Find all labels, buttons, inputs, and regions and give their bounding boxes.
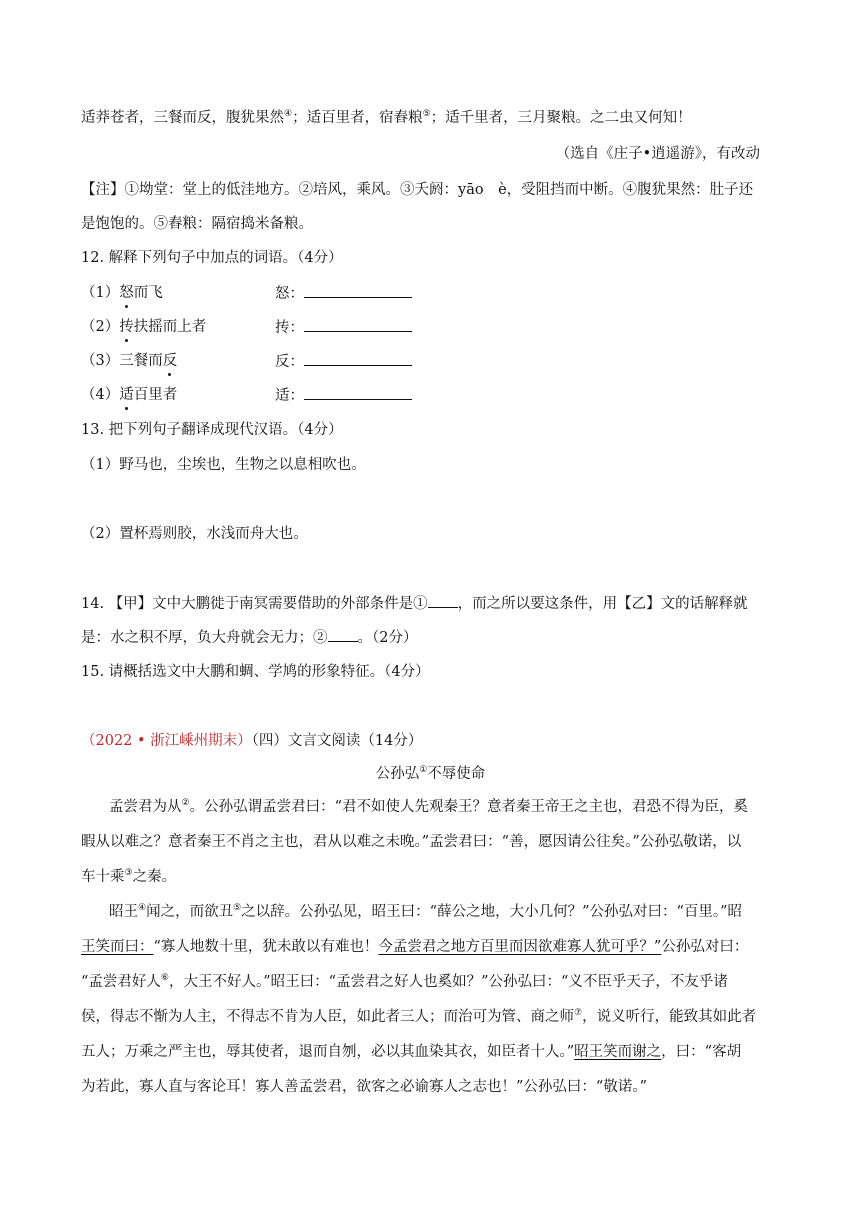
section-title: （四）文言文阅读（14分） [251, 733, 423, 749]
para-line: 昭王④闻之，而欲丑⑤之以辞。公孙弘见，昭王曰：“薛公之地，大小几何？”公孙弘对曰：“百里。”昭 [109, 903, 743, 920]
section-heading [81, 731, 780, 751]
question-14-line: 是：水之积不厚，负大舟就会无力；② 。（2分） [81, 627, 780, 648]
answer-blank[interactable] [304, 317, 412, 332]
answer-blank[interactable] [304, 385, 412, 400]
answer-blank[interactable] [304, 351, 412, 366]
dotted-word: 反 [162, 353, 178, 369]
footnote-marker: ⑤ [422, 109, 431, 120]
underlined-text: 王笑而曰： [81, 939, 154, 955]
question-15-stem: 15. 请概括选文中大鹏和蜩、学鸠的形象特征。（4分） [81, 664, 430, 680]
para-line: 五人；万乘之严主也，辱其使者，退而自刎，必以其血染其衣，如臣者十人。”昭王笑而谢之，曰：“客胡 [81, 1044, 742, 1060]
answer-label: 反： [275, 354, 304, 370]
footnote-marker: ① [419, 765, 428, 776]
answer-blank[interactable] [304, 283, 412, 298]
para-line: 王笑而曰：“寡人地数十里，犹未敢以有难也！今孟尝君之地方百里而因欲难寡人犹可乎？”公孙弘对曰： [81, 939, 749, 955]
passage-source: （选自《庄子•逍遥游》，有改动 [555, 146, 760, 162]
para-line: 侯，得志不惭为人主，不得志不肯为人臣，如此者三人；而治可为管、商之师⑦，说义听行，能致其如此者 [81, 1008, 757, 1025]
question-12-stem: 12. 解释下列句子中加点的词语。（4分） [81, 250, 343, 266]
notes-line: 是饱饱的。⑤舂粮：隔宿捣米备粮。 [81, 216, 313, 232]
footnote-marker: ④ [138, 903, 147, 914]
para-line: “孟尝君好人⑥，大王不好人。”昭王曰：“孟尝君之好人也奚如？”公孙弘曰：“义不臣乎天子，不友乎诸 [81, 973, 728, 990]
answer-blank[interactable] [428, 593, 458, 608]
footnote-marker: ⑤ [233, 903, 242, 914]
q13-sentence-2: （2）置杯焉则胶，水浅而舟大也。 [81, 526, 308, 542]
passage-text: ；适千里者，三月聚粮。之二虫又何知！ [430, 110, 692, 126]
question-13-stem: 13. 把下列句子翻译成现代汉语。（4分） [81, 422, 343, 438]
answer-label: 适： [275, 388, 304, 404]
passage-text: 适莽苍者，三餐而反，腹犹果然 [81, 110, 284, 126]
passage-text: ；适百里者，宿舂粮 [292, 110, 423, 126]
passage-title: 公孙弘①不辱使命 [375, 765, 486, 782]
para-line: 为若此，寡人直与客论耳！寡人善孟尝君，欲客之必谕寡人之志也！”公孙弘曰：“敬诺。” [81, 1079, 647, 1095]
footnote-marker: ⑦ [574, 1008, 583, 1019]
footnote-marker: ⑥ [160, 973, 169, 984]
footnote-marker: ③ [124, 868, 133, 879]
dotted-word: 抟 [119, 319, 134, 335]
underlined-text: 昭王笑而谢之 [574, 1044, 662, 1060]
answer-label: 抟： [275, 320, 304, 336]
exam-source: （2022 • 浙江嵊州期末） [81, 733, 252, 749]
answer-blank[interactable] [328, 627, 358, 642]
passage-line [81, 108, 780, 128]
notes-line: 【注】①坳堂：堂上的低洼地方。②培风，乘风。③夭阏：yāo è，受阻挡而中断。④腹犹果然：肚子还 [81, 182, 754, 198]
answer-label: 怒： [275, 286, 304, 302]
para-line: 车十乘③之秦。 [81, 868, 177, 885]
para-line: 暇从以难之？意者秦王不肖之主也，君从以难之未晚。”孟尝君曰：“善，愿因请公往矣。”公孙弘敬诺，以 [81, 834, 742, 850]
q13-sentence-1: （1）野马也，尘埃也，生物之以息相吹也。 [81, 457, 366, 473]
dotted-word: 适 [119, 387, 134, 403]
dotted-word: 怒 [119, 285, 134, 301]
footnote-marker: ④ [284, 109, 293, 120]
para-line: 孟尝君为从②。公孙弘谓孟尝君曰：“君不如使人先观秦王？意者秦王帝王之主也，君恐不得为臣，奚 [109, 798, 748, 815]
underlined-text: 今孟尝君之地方百里而因欲难寡人犹可乎？” [378, 939, 662, 955]
question-14-line: 14. 【甲】文中大鹏徙于南冥需要借助的外部条件是① ，而之所以要这条件，用【乙】文的话解释就 [81, 593, 780, 614]
document-page: 适莽苍者，三餐而反，腹犹果然④；适百里者，宿舂粮⑤；适千里者，三月聚粮。之二虫又何知！ （选自《庄子•逍遥游》，有改动 【注】①坳堂：堂上的低洼地方。②培风，乘风。③夭阏：yāo è，受阻挡而中断。④腹犹果然：肚子还 是饱饱的。⑤舂粮：隔宿捣米备粮。 12. 解释下列句子中加点的词语。（4分） （1）怒而飞 怒： （2）抟扶摇而上者 抟： （3）三餐而反 反： （4）适百里者 适： 13. 把下列句子翻译成现代汉语。（4分） （1）野马也，尘埃也，生物之以息相吹也。 （2）置杯焉则胶，水浅而舟大也。 14. 【甲】文中大鹏徙于南冥需要借助的外部条件是① ，而之所以要这条件，用【乙】文的话解释就 是：水之积不厚，负大舟就会无力；② 。（2分） 15. 请概括选文中大鹏和蜩、学鸠的形象特征。（4分） （2022 • 浙江嵊州期末）（四）文言文阅读（14分） 公孙弘①不辱使命 孟尝君为从②。公孙弘谓孟尝君曰：“君不如使人先观秦王？意者秦王帝王之主也，君恐不得为臣，奚 暇从以难之？意者秦王不肖之主也，君从以难之未晚。”孟尝君曰：“善，愿因请公往矣。”公孙弘敬诺，以 车十乘③之秦。 昭王④闻之，而欲丑⑤之以辞。公孙弘见，昭王曰：“薛公之地，大小几何？”公孙弘对曰：“百里。”昭 王笑而曰：“寡人地数十里，犹未敢以有难也！今孟尝君之地方百里而因欲难寡人犹可乎？”公孙弘对曰： “孟尝君好人⑥，大王不好人。”昭王曰：“孟尝君之好人也奚如？”公孙弘曰：“义不臣乎天子，不友乎诸 侯，得志不惭为人主，不得志不肯为人臣，如此者三人；而治可为管、商之师⑦，说义听行，能致其如此者 五人；万乘之严主也，辱其使者，退而自刎，必以其血染其衣，如臣者十人。”昭王笑而谢之，曰：“客胡 为若此，寡人直与客论耳！寡人善孟尝君，欲客之必谕寡人之志也！”公孙弘曰：“敬诺。” [0, 0, 860, 1216]
footnote-marker: ② [181, 798, 190, 809]
